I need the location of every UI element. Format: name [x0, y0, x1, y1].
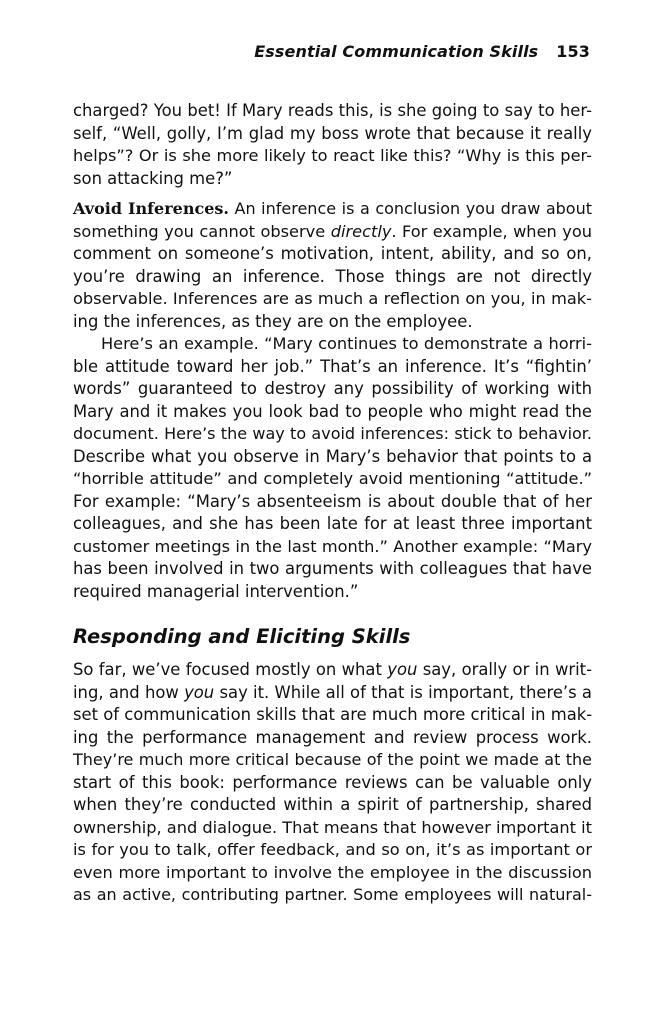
text-line: Here’s an example. “Mary continues to demonstrate a horri- — [101, 334, 592, 353]
running-head — [254, 42, 590, 61]
text-span: So far, we’ve focused mostly on what — [73, 660, 388, 679]
text-line: words” guaranteed to destroy any possibility of working with — [73, 379, 592, 398]
text-line: For example: “Mary’s absenteeism is about double that of her — [73, 491, 592, 511]
text-line: observable. Inferences are as much a reflection on you, in mak- — [73, 289, 592, 308]
paragraph-continuation — [73, 100, 592, 190]
emphasis: you — [387, 660, 418, 679]
paragraph-example — [73, 333, 592, 603]
text-span: say, orally or in writ- — [417, 660, 592, 679]
body-text — [73, 100, 592, 907]
text-line: start of this book: performance reviews can be valuable only — [73, 772, 592, 792]
text-line — [73, 682, 592, 705]
text-line — [73, 198, 592, 221]
text-line: charged? You bet! If Mary reads this, is she going to say to her- — [73, 101, 592, 120]
text-line: self, “Well, golly, I’m glad my boss wrote that because it really — [73, 123, 592, 143]
text-line — [73, 659, 592, 682]
text-line: helps”? Or is she more likely to react like this? “Why is this per- — [73, 146, 592, 165]
text-line: They’re much more critical because of the point we made at the — [73, 750, 592, 769]
running-head-title: Essential Communication Skills — [254, 42, 539, 61]
text-line: comment on someone’s motivation, intent, ability, and so on, — [73, 244, 592, 263]
text-line: Mary and it makes you look bad to people who might read the — [73, 401, 592, 421]
text-span: . For example, when you — [391, 221, 592, 241]
text-line: as an active, contributing partner. Some employees will natural- — [73, 885, 592, 904]
text-span: something you cannot observe — [73, 221, 331, 241]
section-heading: Responding and Eliciting Skills — [73, 625, 411, 648]
text-span: ing, and how — [73, 682, 185, 702]
paragraph-responding — [73, 659, 592, 907]
text-line: Describe what you observe in Mary’s behavior that points to a — [73, 446, 592, 466]
text-line: has been involved in two arguments with colleagues that have — [73, 559, 592, 578]
text-line: ble attitude toward her job.” That’s an inference. It’s “fightin’ — [73, 356, 592, 376]
text-line: is for you to talk, offer feedback, and so on, it’s as important or — [73, 840, 592, 859]
text-line: when they’re conducted within a spirit of partnership, shared — [73, 795, 592, 814]
text-line: required managerial intervention.” — [73, 581, 359, 601]
page-number: 153 — [556, 42, 590, 61]
text-line: even more important to involve the employee in the discussion — [73, 862, 592, 882]
text-line: ing the performance management and review process work. — [73, 727, 592, 747]
paragraph-avoid-inferences — [73, 198, 592, 333]
text-line: you’re drawing an inference. Those things are not directly — [73, 266, 592, 286]
text-line: son attacking me?” — [73, 168, 233, 188]
emphasis: you — [184, 682, 215, 702]
text-line: ing the inferences, as they are on the employee. — [73, 311, 473, 331]
text-line: set of communication skills that are much more critical in mak- — [73, 705, 593, 724]
text-line: “horrible attitude” and completely avoid mentioning “attitude.” — [73, 469, 592, 488]
emphasis: directly — [330, 221, 392, 241]
run-in-heading: Avoid Inferences. — [73, 199, 229, 218]
text-line: customer meetings in the last month.” Another example: “Mary — [73, 536, 592, 556]
text-line: colleagues, and she has been late for at least three important — [73, 514, 592, 533]
text-line: document. Here’s the way to avoid inferences: stick to behavior. — [73, 424, 592, 443]
text-line: ownership, and dialogue. That means that however important it — [73, 817, 592, 837]
text-span: An inference is a conclusion you draw about — [228, 199, 592, 218]
text-line — [73, 221, 592, 244]
text-span: say it. While all of that is important, there’s a — [214, 682, 592, 702]
